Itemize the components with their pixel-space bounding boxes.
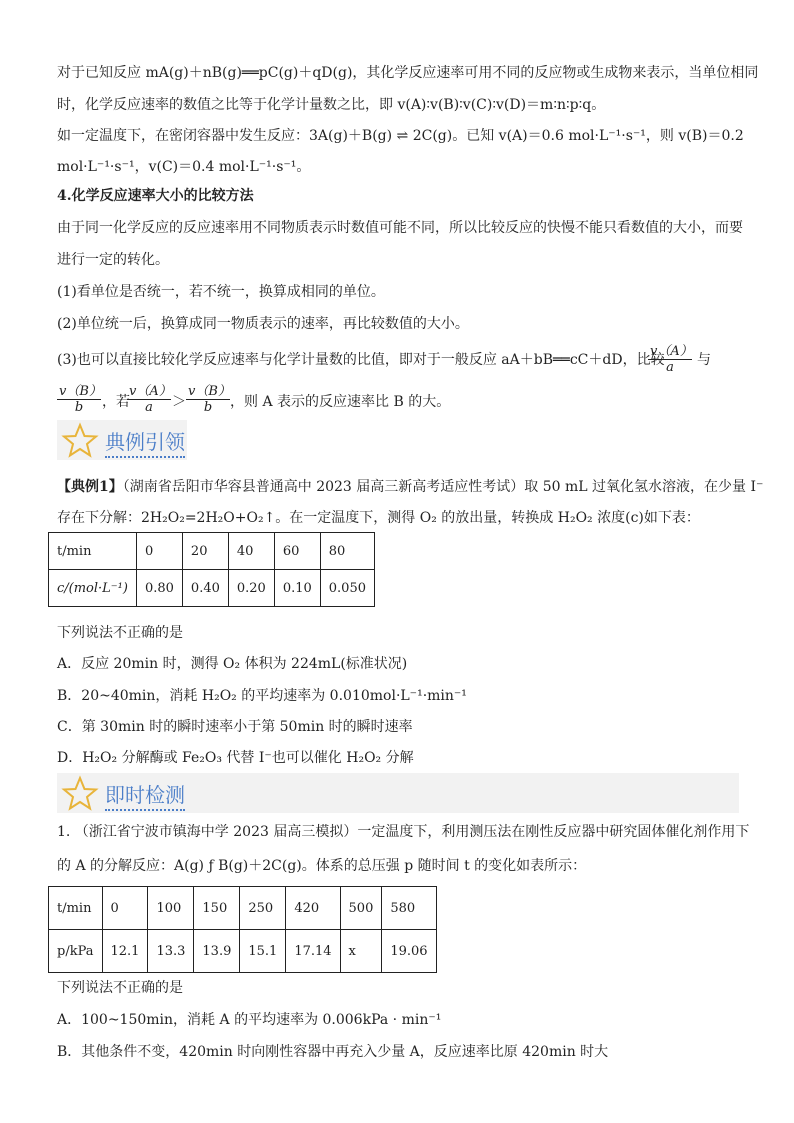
table-cell: 40	[228, 533, 274, 570]
table-cell: 20	[182, 533, 228, 570]
exercise-option-a: A．100~150min，消耗 A 的平均速率为 0.006kPa · min⁻¹	[57, 1012, 442, 1028]
example-question: 下列说法不正确的是	[57, 625, 183, 641]
fraction-vb-over-b-2	[186, 380, 230, 415]
fraction-va-over-a-2	[127, 380, 171, 415]
fraction-numerator: v（B）	[57, 380, 101, 400]
intro-line-1: 对于已知反应 mA(g)＋nB(g)══pC(g)＋qD(g)，其化学反应速率可用不同的反应物或生成物来表示，当单位相同	[57, 65, 759, 81]
table-cell: p/kPa	[49, 930, 103, 973]
example-option-a: A．反应 20min 时，测得 O₂ 体积为 224mL(标准状况)	[57, 656, 408, 672]
section-paragraph-1: 由于同一化学反应的反应速率用不同物质表示时数值可能不同，所以比较反应的快慢不能只看数值的大小，而要	[57, 220, 743, 236]
section-item-1: (1)看单位是否统一，若不统一，换算成相同的单位。	[57, 284, 385, 300]
table-cell: 150	[194, 887, 240, 930]
table-row	[49, 887, 437, 930]
table-cell: 0.40	[182, 570, 228, 607]
exercise-1-line-2: 的 A 的分解反应：A(g) ƒ B(g)＋2C(g)。体系的总压强 p 随时间 t 的变化如表所示：	[57, 858, 587, 874]
with-word: 与	[697, 352, 711, 368]
section-paragraph-2: 进行一定的转化。	[57, 252, 169, 268]
table-cell: 100	[148, 887, 194, 930]
table-cell: 0.050	[320, 570, 374, 607]
table-cell: x	[340, 930, 382, 973]
table-cell: 12.1	[102, 930, 148, 973]
fraction-vb-over-b	[57, 380, 101, 415]
exercise-option-b: B．其他条件不变，420min 时向刚性容器中再充入少量 A，反应速率比原 420min 时大	[57, 1044, 609, 1060]
conclusion-text: ，则 A 表示的反应速率比 B 的大。	[230, 394, 451, 410]
exercise-question: 下列说法不正确的是	[57, 980, 183, 996]
table-cell: c/(mol·L⁻¹)	[49, 570, 137, 607]
star-icon	[61, 422, 99, 460]
fraction-denominator: b	[74, 400, 84, 415]
table-cell: 0	[136, 533, 182, 570]
table-cell: 15.1	[240, 930, 286, 973]
section-heading: 4.化学反应速率大小的比较方法	[57, 188, 254, 204]
exercise-banner	[57, 773, 739, 813]
fraction-numerator: v（B）	[186, 380, 230, 400]
table-row	[49, 930, 437, 973]
table-cell: 80	[320, 533, 374, 570]
fraction-numerator: v（A）	[127, 380, 171, 400]
example-option-b: B．20~40min，消耗 H₂O₂ 的平均速率为 0.010mol·L⁻¹·min⁻¹	[57, 688, 467, 704]
pressure-table	[48, 886, 437, 973]
star-icon	[61, 775, 99, 813]
table-cell: 0.80	[136, 570, 182, 607]
fraction-numerator: v（A）	[648, 340, 692, 360]
example-source: （湖南省岳阳市华容县普通高中 2023 届高三新高考适应性考试）取 50 mL 过氧化氢水溶液，在少量 I⁻	[122, 479, 764, 495]
table-cell: 13.9	[194, 930, 240, 973]
table-cell: 60	[274, 533, 320, 570]
table-cell: 250	[240, 887, 286, 930]
fraction-denominator: a	[145, 400, 153, 415]
example-banner	[57, 420, 739, 460]
table-cell: 500	[340, 887, 382, 930]
table-cell: 0.10	[274, 570, 320, 607]
greater-than: ＞	[172, 394, 186, 410]
table-cell: 0	[102, 887, 148, 930]
example-1-line-1	[57, 477, 763, 497]
intro-line-2: 时，化学反应速率的数值之比等于化学计量数之比，即 v(A)∶v(B)∶v(C)∶v(D)＝m∶n∶p∶q。	[57, 97, 606, 113]
example-option-d: D．H₂O₂ 分解酶或 Fe₂O₃ 代替 I⁻也可以催化 H₂O₂ 分解	[57, 750, 414, 766]
table-cell: t/min	[49, 533, 137, 570]
concentration-table	[48, 532, 375, 607]
section-item-3: (3)也可以直接比较化学反应速率与化学计量数的比值，即对于一般反应 aA＋bB══cC＋dD，比较	[57, 352, 665, 368]
table-cell: 17.14	[286, 930, 340, 973]
table-cell: 580	[382, 887, 436, 930]
fraction-va-over-a	[648, 340, 692, 375]
table-cell: t/min	[49, 887, 103, 930]
if-word: ，若	[102, 394, 130, 410]
exercise-1-line-1: 1. （浙江省宁波市镇海中学 2023 届高三模拟）一定温度下，利用测压法在刚性反应器中研究固体催化剂作用下	[57, 824, 750, 840]
table-cell: 13.3	[148, 930, 194, 973]
example-1-line-2: 存在下分解：2H₂O₂=2H₂O+O₂↑。在一定温度下，测得 O₂ 的放出量，转换成 H₂O₂ 浓度(c)如下表：	[57, 510, 700, 526]
example-option-c: C．第 30min 时的瞬时速率小于第 50min 时的瞬时速率	[57, 719, 413, 735]
intro-line-4: mol·L⁻¹·s⁻¹，v(C)＝0.4 mol·L⁻¹·s⁻¹。	[57, 159, 311, 175]
table-cell: 19.06	[382, 930, 436, 973]
banner-title: 典例引领	[105, 426, 185, 458]
example-label: 【典例1】	[57, 479, 123, 495]
table-cell: 420	[286, 887, 340, 930]
table-cell: 0.20	[228, 570, 274, 607]
table-row	[49, 570, 375, 607]
table-row	[49, 533, 375, 570]
fraction-denominator: a	[666, 360, 674, 375]
fraction-denominator: b	[203, 400, 213, 415]
section-item-2: (2)单位统一后，换算成同一物质表示的速率，再比较数值的大小。	[57, 316, 469, 332]
banner-title: 即时检测	[105, 779, 185, 811]
intro-line-3: 如一定温度下，在密闭容器中发生反应：3A(g)＋B(g) ⇌ 2C(g)。已知 v(A)＝0.6 mol·L⁻¹·s⁻¹，则 v(B)＝0.2	[57, 128, 744, 144]
